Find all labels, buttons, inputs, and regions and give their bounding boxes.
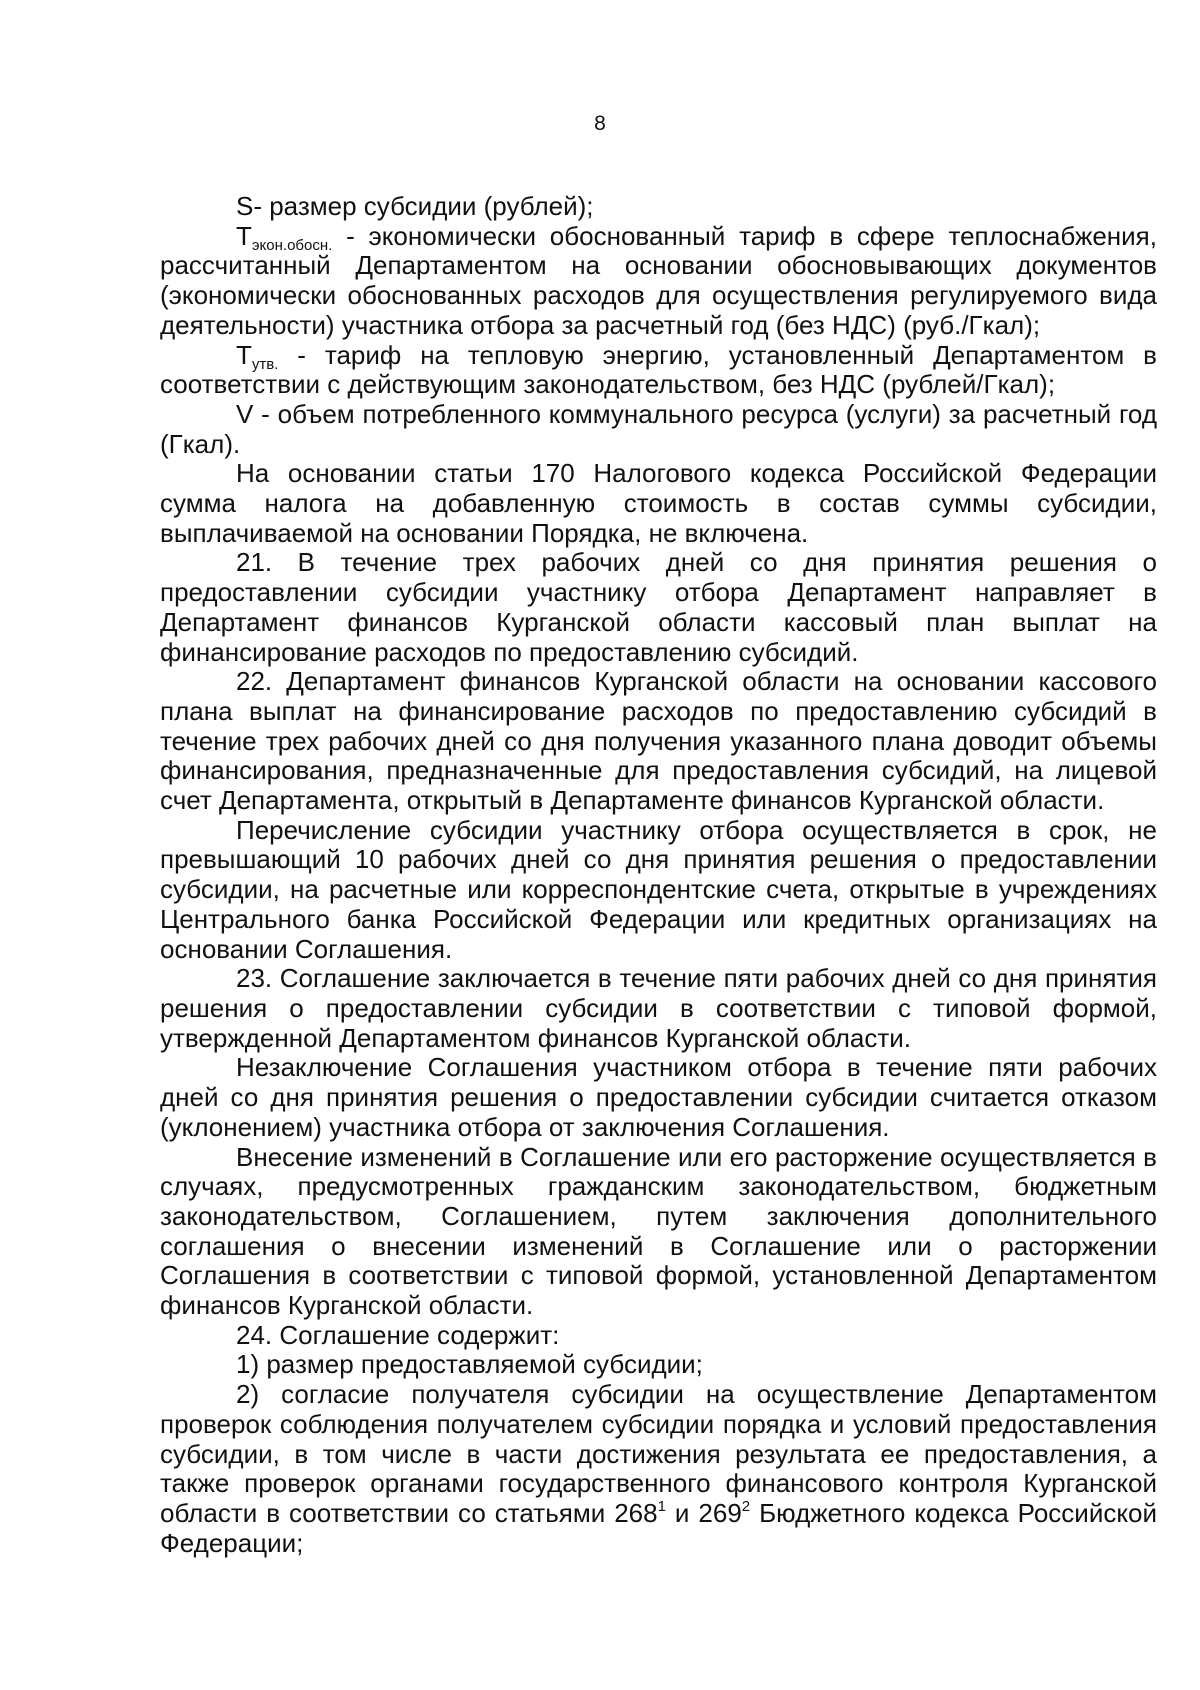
t-utv-symbol: Т <box>236 339 252 370</box>
t-econ-subscript: экон.обосн. <box>251 236 333 254</box>
paragraph-24: 24. Соглашение содержит: <box>236 1319 560 1350</box>
t-utv-subscript: утв. <box>251 355 279 373</box>
item2-text-c: Бюджетного кодекса Российской Федерации; <box>160 1497 1158 1558</box>
page-number: 8 <box>594 112 606 135</box>
item2-superscript-2: 2 <box>741 1497 751 1515</box>
item2-superscript-1: 1 <box>657 1497 666 1515</box>
list-item-2 <box>160 1380 1157 1558</box>
paragraph-23: 23. Соглашение заключается в течение пяти рабочих дней со дня принятия решения о предоставлении субсидии в соответствии с типовой формой, утвержденной Департаментом финансов Курганской области. <box>160 963 1157 1053</box>
list-item-1: 1) размер предоставляемой субсидии; <box>236 1349 703 1380</box>
paragraph-non-conclusion: Незаключение Соглашения участником отбора в течение пяти рабочих дней со дня принятия решения о предоставлении субсидии считается отказом (уклонением) участника отбора от заключения Соглашения. <box>160 1052 1157 1142</box>
paragraph-22: 22. Департамент финансов Курганской области на основании кассового плана выплат на финансирование расходов по предоставлению субсидий в течение трех рабочих дней со дня получения указанного плана доводит объемы финансирования, предназначенные для предоставления субсидий, на лицевой счет Департамента, открытый в Департаменте финансов Курганской области. <box>160 666 1157 816</box>
item2-text-a: 2) согласие получателя субсидии на осуществление Департаментом проверок соблюдения получателем субсидии порядка и условий предоставления субсидии, в том числе в части достижения результата ее предоставления, а также проверок органами государственного финансового контроля Курганской области в соответствии со статьями 268 <box>160 1379 1157 1528</box>
paragraph-s-definition: S- размер субсидии (рублей); <box>236 191 594 221</box>
paragraph-21: 21. В течение трех рабочих дней со дня принятия решения о предоставлении субсидии участнику отбора Департамент направляет в Департамент финансов Курганской области кассовый план выплат на финансирование расходов по предоставлению субсидий. <box>160 547 1157 667</box>
paragraph-v-definition: V - объем потребленного коммунального ресурса (услуги) за расчетный год (Гкал). <box>160 398 1157 459</box>
document-body <box>160 192 1157 1558</box>
paragraph-t-utv-definition <box>160 341 1157 400</box>
paragraph-transfer: Перечисление субсидии участнику отбора осуществляется в срок, не превышающий 10 рабочих дней со дня принятия решения о предоставлении субсидии, на расчетные или корреспондентские счета, открытые в учреждениях Центрального банка Российской Федерации или кредитных организациях на основании Соглашения. <box>160 814 1157 964</box>
paragraph-amendments: Внесение изменений в Соглашение или его расторжение осуществляется в случаях, предусмотренных гражданским законодательством, бюджетным законодательством, Соглашением, путем заключения дополнительного соглашения о внесении изменений в Соглашение или о расторжении Соглашения в соответствии с типовой формой, установленной Департаментом финансов Курганской области. <box>160 1141 1157 1321</box>
t-econ-symbol: Т <box>236 220 252 251</box>
paragraph-t-econ-definition <box>160 222 1157 341</box>
item2-text-b: и 269 <box>665 1497 742 1528</box>
t-econ-text: - экономически обоснованный тариф в сфере теплоснабжения, рассчитанный Департаментом на основании обосновывающих документов (экономически обоснованных расходов для осуществления регулируемого вида деятельности) участника отбора за расчетный год (без НДС) (руб./Гкал); <box>160 220 1157 340</box>
t-utv-text: - тариф на тепловую энергию, установленный Департаментом в соответствии с действующим законодательством, без НДС (рублей/Гкал); <box>160 339 1157 400</box>
paragraph-nds: На основании статьи 170 Налогового кодекса Российской Федерации сумма налога на добавленную стоимость в состав суммы субсидии, выплачиваемой на основании Порядка, не включена. <box>160 458 1157 548</box>
